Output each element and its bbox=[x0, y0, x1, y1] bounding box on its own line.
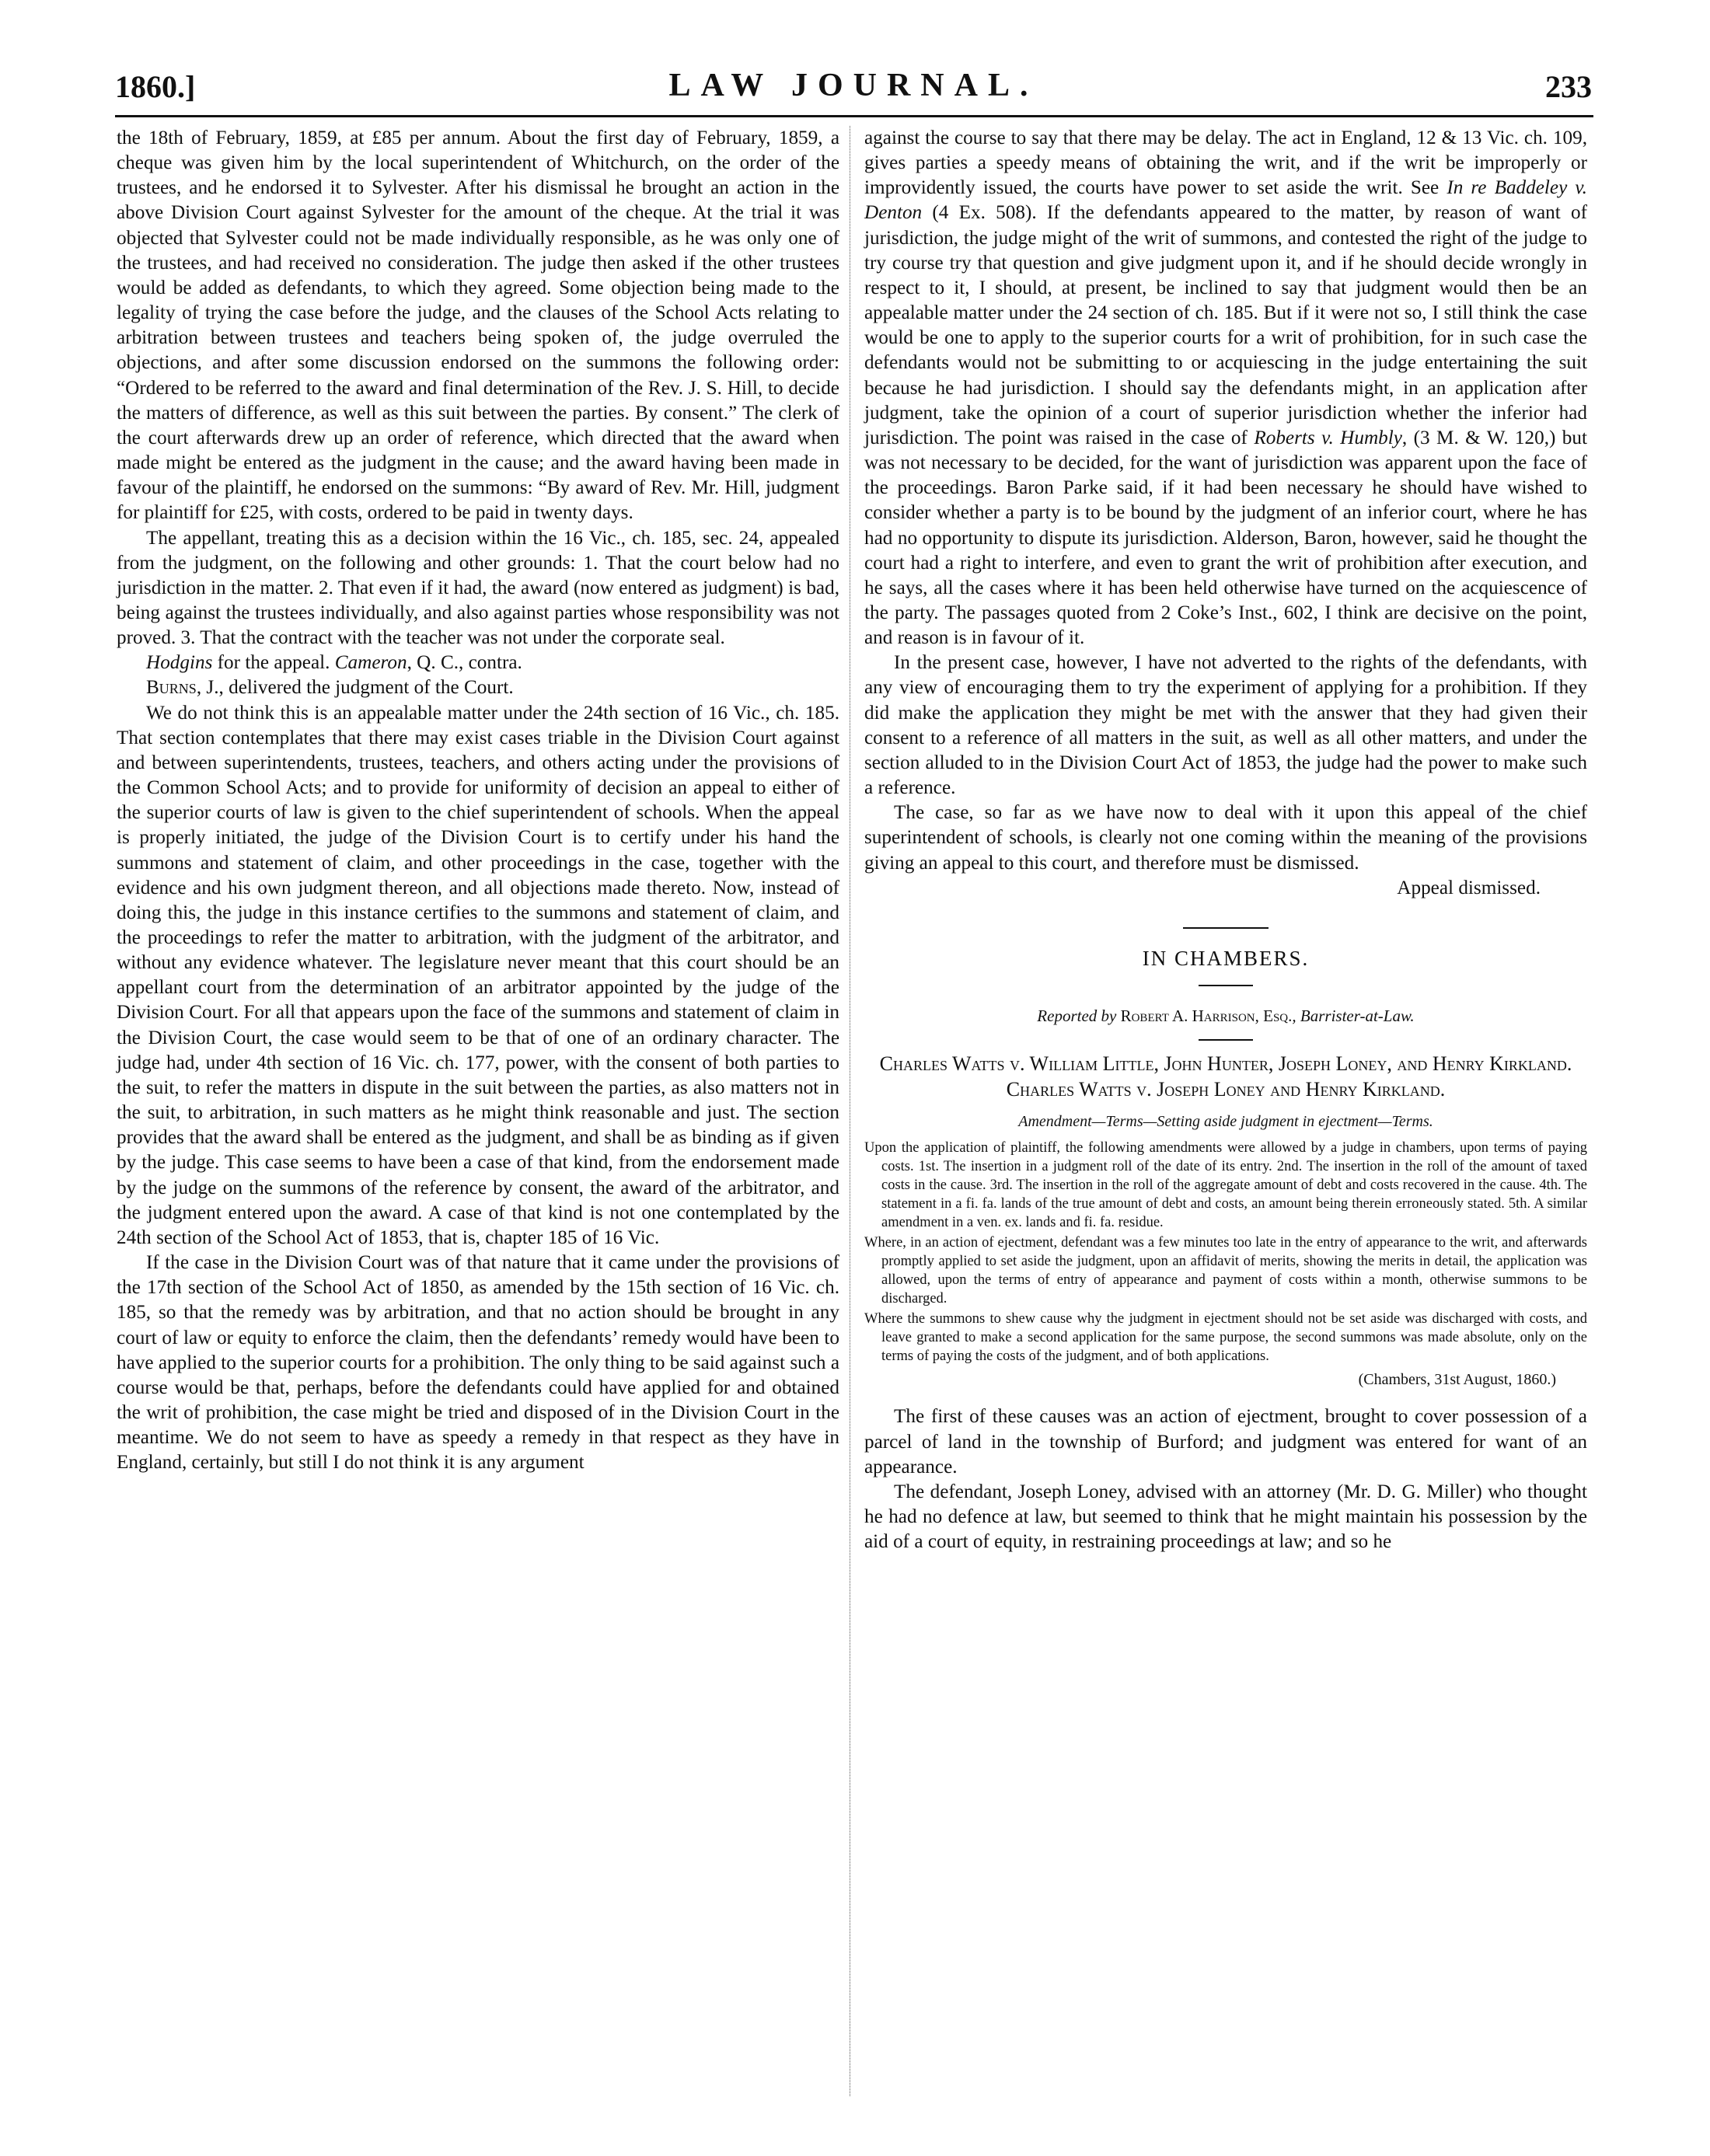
counsel-respondent-role: , Q. C., contra. bbox=[407, 652, 522, 674]
header-rule bbox=[115, 115, 1593, 117]
header-year: 1860.] bbox=[115, 69, 196, 104]
catchwords: Amendment—Terms—Setting aside judgment in ejectment—Terms. bbox=[1018, 1113, 1433, 1131]
left-paragraph-4: If the case in the Division Court was of that nature that it came under the provisions of the 17th section of the School Act of 1850, as amended by the 15th section of 16 Vic. ch. 185, so that the remedy was by arbitration, and that no action should be brought in any court of law or equity to enforce the claim, then the defendants’ remedy would have been to have applied to the superior courts for a prohibition. The only thing to be said against such a course would be that, perhaps, before the defendants could have applied for and obtained the writ of prohibition, the case might be tried and disposed of in the Division Court in the meantime. We do not seem to have as speedy a remedy in that respect as they have in England, certainly, but still I do not think it is any argument bbox=[117, 1252, 839, 1474]
byline-prefix: Reported by bbox=[1037, 1006, 1121, 1025]
right-paragraph-2: In the present case, however, I have not adverted to the rights of the defendants, with any view of encouraging them to try the experiment of applying for a prohibition. If they did make the application they might be met with the answer that they had given their consent to a reference of all matters in the suit, as well as all other matters, and under the section alluded to in the Division Court Act of 1853, the judge had the power to make such a reference. bbox=[864, 652, 1587, 799]
page-number: 233 bbox=[1545, 69, 1592, 104]
left-column bbox=[117, 126, 839, 1475]
right-paragraph-1 bbox=[864, 126, 1587, 651]
left-paragraph-1: the 18th of February, 1859, at £85 per annum. About the first day of February, 1859, a cheque was given him by the local superintendent of Whitchurch, on the order of the trustees, and he endorsed it to Sylvester. After his dismissal he brought an action in the above Division Court against Sylvester for the amount of the cheque. At the trial it was objected that Sylvester could not be made individually responsible, as he was only one of the trustees, and had received no consideration. The judge then asked if the other trustees would be added as defendants, to which they agreed. Some objection being made to the legality of trying the case before the judge, and the clauses of the School Acts relating to arbitration between trustees and teachers being spoken of, the judge overruled the objections, and after some discussion endorsed on the summons the following order: “Ordered to be referred to the award and final determination of the Rev. J. S. Hill, to decide the matters of difference, as well as this suit between the parties. By consent.” The clerk of the court afterwards drew up an order of reference, which directed that the award when made might be entered as the judgment in the cause; and the award having been made in favour of the plaintiff, he endorsed on the summons: “By award of Rev. Mr. Hill, judgment for plaintiff for £25, with costs, ordered to be paid in twenty days. bbox=[117, 127, 839, 524]
right-paragraph-1-part-c: , (3 M. & W. 120,) but was not necessary to be decided, for the want of jurisdiction was apparent upon the face of the proceedings. Baron Parke said, if it had been necessary he should have wished to consider whether a party is to be bound by the judgment of an inferior court, where he has had no opportunity to dispute its jurisdiction. Alderson, Baron, however, said he thought the court had a right to interfere, and even to grant the writ of prohibition after execution, and he says, all the cases where it has been held otherwise have turned on the acquiescence of the party. The passages quoted from 2 Coke’s Inst., 602, I think are decisive on the point, and reason is in favour of it. bbox=[864, 427, 1587, 649]
headnote-3: Where the summons to shew cause why the judgment in ejectment should not be set aside was discharged with costs, and leave granted to make a second application for the same purpose, the second summons was made absolute, only on the terms of paying the costs of the judgment, and of both applications. bbox=[864, 1311, 1587, 1365]
right-paragraph-5: The defendant, Joseph Loney, advised with an attorney (Mr. D. G. Miller) who thought he had no defence at law, but seemed to think that he might maintain his possession by the aid of a court of equity, in restraining proceedings at law; and so he bbox=[864, 1481, 1587, 1553]
section-title: IN CHAMBERS. bbox=[1142, 946, 1310, 970]
left-paragraph-2: The appellant, treating this as a decision within the 16 Vic., ch. 185, sec. 24, appealed from the judgment, on the following and other grounds: 1. That the court below had no jurisdiction in the matter. 2. That even if it had, the award (now entered as judgment) is bad, being against the trustees individually, and also against parties whose responsibility was not proved. 3. That the contract with the teacher was not under the corporate seal. bbox=[117, 527, 839, 649]
journal-title: LAW JOURNAL. bbox=[668, 68, 1038, 103]
byline-rule bbox=[1199, 1039, 1253, 1041]
chambers-date: (Chambers, 31st August, 1860.) bbox=[1358, 1371, 1556, 1389]
reporter-byline bbox=[864, 1003, 1587, 1028]
counsel-line bbox=[117, 651, 839, 675]
judge-line-rest: , J., delivered the judgment of the Court. bbox=[196, 677, 514, 699]
judge-line bbox=[117, 675, 839, 700]
right-paragraph-4: The first of these causes was an action of ejectment, brought to cover possession of a parcel of land in the township of Burford; and judgment was entered for want of an appearance. bbox=[864, 1406, 1587, 1477]
right-paragraph-3: The case, so far as we have now to deal with it upon this appeal of the chief superintendent of schools, is clearly not one coming within the meaning of the provisions giving an appeal to this court, and therefore must be dismissed. bbox=[864, 802, 1587, 874]
byline-suffix: , Barrister-at-Law. bbox=[1292, 1006, 1415, 1025]
reporter-name: Robert A. Harrison, Esq. bbox=[1120, 1006, 1293, 1025]
left-paragraph-3: We do not think this is an appealable matter under the 24th section of 16 Vic., ch. 185. That section contemplates that there may exist cases triable in the Division Court against and between superintendents, trustees, teachers, and others acting under the provisions of the Common School Acts; and to provide for uniformity of decision an appeal to either of the superior courts of law is given to the chief superintendent of schools. When the appeal is properly initiated, the judge of the Division Court is to certify under his hand the summons and statement of claim, and other proceedings in the case, together with the evidence and his own judgment thereon, and all objections made thereto. Now, instead of doing this, the judge in this instance certifies to the summons and statement of claim, and the proceedings to refer the matter to arbitration, with the judgment of the arbitrator, and without any evidence whatever. The legislature never meant that this court should be an appellant court from the determination of an arbitrator appointed by the judge of the Division Court. For all that appears upon the face of the summons and statement of claim in the Division Court, the case would seem to be that of one of an ordinary character. The judge had, under 4th section of 16 Vic. ch. 177, power, with the consent of both parties to the suit, to refer the matters in dispute in the suit between the parties, as also matters not in the suit, to arbitration, in such matters as he might think reasonable and just. The section provides that the award shall be entered as the judgment, and shall be as binding as if given by the judge. This case seems to have been a case of that kind, from the endorsement made by the judge on the summons of the reference by consent, the award of the arbitrator, and the judgment entered upon the award. A case of that kind is not one contemplated by the 24th section of the School Act of 1853, that is, chapter 185 of 16 Vic. bbox=[117, 702, 839, 1248]
section-underline bbox=[1199, 985, 1253, 986]
case-citation-roberts: Roberts v. Humbly bbox=[1254, 427, 1402, 448]
appeal-result: Appeal dismissed. bbox=[1397, 877, 1541, 898]
case-citation-baddeley: In re Baddeley v. Denton bbox=[864, 177, 1587, 224]
section-rule bbox=[1183, 927, 1269, 929]
right-paragraph-1-part-a: against the course to say that there may be delay. The act in England, 12 & 13 Vic. ch. 109, gives parties a speedy means of obtaining the writ, and if the writ be improperly or improvidently issued, the courts have power to set aside the writ. See bbox=[864, 127, 1587, 199]
running-head bbox=[115, 61, 1592, 107]
case-title-2: Charles Watts v. Joseph Loney and Henry Kirkland. bbox=[1006, 1078, 1446, 1101]
counsel-appellant-role: for the appeal. bbox=[212, 652, 335, 674]
counsel-appellant: Hodgins bbox=[146, 652, 213, 674]
headnote-1: Upon the application of plaintiff, the following amendments were allowed by a judge in chambers, upon terms of paying costs. 1st. The insertion in a judgment roll of the date of its entry. 2nd. The insertion in the roll of the amount of taxed costs in the cause. 3rd. The insertion in the roll of the aggregate amount of debt and costs recovered in the cause. 4th. The statement in a fi. fa. lands of the true amount of debt and costs, an amount being therein erroneously stated. 5th. A similar amendment in a ven. ex. lands and fi. fa. residue. bbox=[864, 1140, 1587, 1231]
headnote-2: Where, in an action of ejectment, defendant was a few minutes too late in the entry of appearance to the writ, and afterwards promptly applied to set aside the judgment, upon an affidavit of merits, showing the merits in detail, the application was allowed, upon the terms of entry of appearance and payment of costs within a month, otherwise summons to be discharged. bbox=[864, 1235, 1587, 1307]
right-paragraph-1-part-b: (4 Ex. 508). If the defendants appeared to the matter, by reason of want of jurisdiction, the judge might of the writ of summons, and contested the right of the judge to try course try that question and give judgment upon it, and if he should decide wrongly in respect to it, I should, at present, be inclined to say that judgment would then be an appealable matter under the 24 section of ch. 185. But if it were not so, I still think the case would be one to apply to the superior courts for a writ of prohibition, for in such case the defendants would not be submitting to or acquiescing in the judge entertaining the suit because he had jurisdiction. I should say the defendants might, in an application after judgment, take the opinion of a court of superior jurisdiction whether the inferior had jurisdiction. The point was raised in the case of bbox=[864, 202, 1587, 448]
counsel-respondent: Cameron bbox=[334, 652, 407, 674]
case-title-1: Charles Watts v. William Little, John Hunter, Joseph Loney, and Henry Kirkland. bbox=[879, 1052, 1572, 1076]
judge-name: Burns bbox=[146, 677, 197, 699]
right-column bbox=[864, 126, 1587, 1554]
